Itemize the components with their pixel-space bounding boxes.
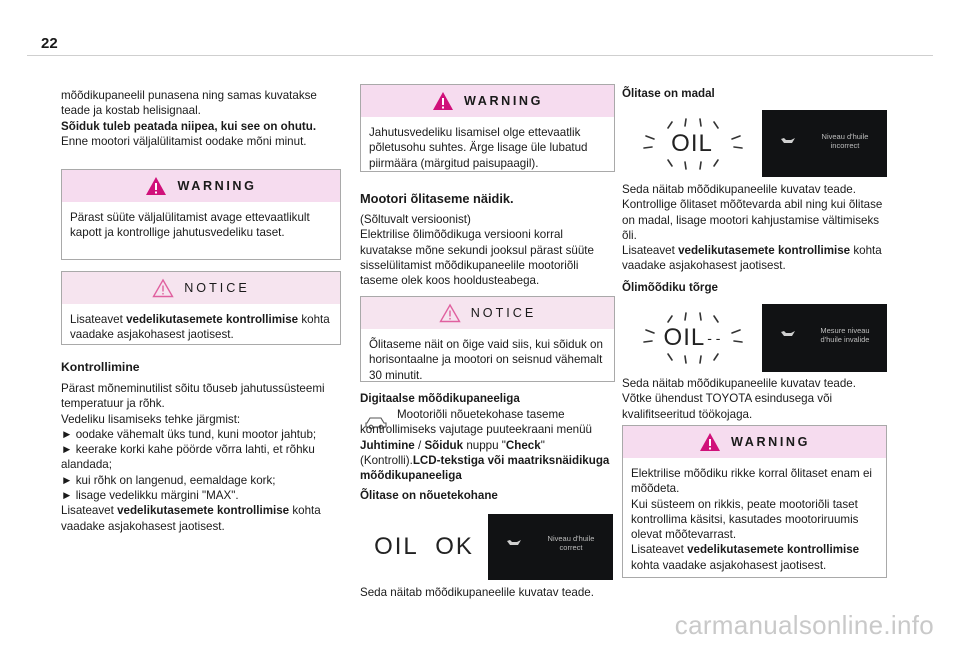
oil-low-description: Seda näitab mõõdikupaneelile kuvatav teade. Kontrollige õlitaset mõõtevarda abil ning kui õlitase on madal, lisage mootori kahjustamise vältimiseks õli. xyxy=(622,183,883,242)
bullet-arrow-icon: ► xyxy=(61,427,73,441)
oil-low-text: OIL xyxy=(671,129,713,157)
warning-header xyxy=(623,426,886,458)
section-heading-kontrollimine: Kontrollimine xyxy=(61,360,140,374)
oil-fault-display xyxy=(762,304,887,372)
menu-juhtimine: Juhtimine xyxy=(360,438,415,452)
kontroll-bullet xyxy=(61,488,346,503)
oil-fault-illustration xyxy=(622,304,887,372)
warning-title: WARNING xyxy=(730,435,811,449)
oil-ok-display xyxy=(488,514,613,580)
tail-link: vedelikutasemete kontrollimise xyxy=(678,244,851,258)
notice-text-link: vedelikutasemete kontrollimise xyxy=(126,313,299,326)
tail-post: kohta vaadake asjakohasest jaotisest. xyxy=(61,504,321,533)
notice-triangle-icon xyxy=(152,278,174,298)
digital-text-1: Mootoriõli nõuetekohase taseme kontrollimiseks vajutage puuteekraani menüü xyxy=(360,408,593,437)
notice-title: NOTICE xyxy=(184,281,250,295)
kontroll-p2: Vedeliku lisamiseks tehke järgmist: xyxy=(61,412,241,426)
oil-fault-description: Seda näitab mõõdikupaneelile kuvatav teade. Võtke ühendust TOYOTA esindusega või kvalifitseeritud töökojaga. xyxy=(622,377,856,421)
notice-header xyxy=(361,297,614,329)
intro-sentence: mõõdikupaneelil punasena ning samas kuvatakse teade ja kostab helisignaal. xyxy=(61,89,317,118)
oil-low-text-block xyxy=(622,182,887,274)
bullet-text: kui rõhk on langenud, eemaldage kork; xyxy=(75,473,276,487)
oil-low-tail xyxy=(622,243,887,274)
notice-title: NOTICE xyxy=(470,306,537,320)
bullet-arrow-icon: ► xyxy=(61,443,73,457)
section-heading-ok: Õlitase on nõuetekohane xyxy=(360,489,498,502)
kontroll-text xyxy=(61,381,346,534)
gauge-text: (Sõltuvalt versioonist) Elektrilise õlimõõdikuga versiooni korral kuvatakse mõne sekundi jooksul pärast süüte sisselülitamist mõõdikupaneelile mootoriõli taseme olek koos hooldusteabega. xyxy=(360,213,594,288)
warning-text: Elektrilise mõõdiku rikke korral õlitaset enam ei mõõdeta. Kui süsteem on rikkis, peate mootoriõli taset kontrollima käsitsi, kasutades mootoriruumis olevat mõõtevarrast. xyxy=(631,467,872,542)
kontroll-p1: Pärast mõneminutilist sõitu tõuseb jahutussüsteemi temperatuur ja rõhk. xyxy=(61,382,325,411)
notice-header xyxy=(62,272,340,304)
header-divider xyxy=(27,55,933,56)
section-heading-low: Õlitase on madal xyxy=(622,87,715,100)
oil-can-icon xyxy=(506,537,522,547)
button-check: Check xyxy=(505,438,541,452)
tail-pre: Lisateavet xyxy=(61,504,118,518)
kontroll-bullet xyxy=(61,427,346,442)
bullet-arrow-icon: ► xyxy=(61,473,73,487)
intro-bold: Sõiduk tuleb peatada niipea, kui see on ohutu. xyxy=(61,119,317,133)
notice-box-1 xyxy=(61,271,341,345)
warning-header xyxy=(62,170,340,202)
oil-can-icon xyxy=(780,328,796,338)
warning-title: WARNING xyxy=(177,179,257,193)
oil-low-display xyxy=(762,110,887,177)
tail-pre: Lisateavet xyxy=(631,543,688,557)
warning-body xyxy=(623,458,886,581)
oil-fault-dashes: - - xyxy=(707,330,721,346)
digital-text-2: nuppu " xyxy=(463,438,506,452)
oil-ok-text: OIL OK xyxy=(374,533,474,560)
tail-pre: Lisateavet xyxy=(622,244,679,258)
lcd-note: LCD-tekstiga või maatriksnäidikuga mõõdikupaneeliga xyxy=(360,453,610,483)
warning-triangle-icon xyxy=(145,176,167,196)
notice-text-pre: Lisateavet xyxy=(70,313,127,326)
oil-ok-lcd xyxy=(360,514,488,580)
page-number: 22 xyxy=(41,35,58,52)
bullet-text: lisage vedelikku märgini "MAX". xyxy=(75,489,239,503)
menu-soiduk: Sõiduk xyxy=(424,438,464,452)
intro-wait: Enne mootori väljalülitamist oodake mõni minut. xyxy=(61,134,307,148)
warning-title: WARNING xyxy=(463,94,544,108)
warning-text: Pärast süüte väljalülitamist avage ettevaatlikult kapott ja kontrollige jahutusvedeliku taset. xyxy=(70,211,310,240)
section-heading-digital: Digitaalse mõõdikupaneeliga xyxy=(360,392,520,405)
notice-box-2 xyxy=(360,296,615,382)
oil-ok-display-label: Niveau d'huile correct xyxy=(547,534,595,552)
bullet-text: keerake korki kahe pöörde võrra lahti, et rõhku alandada; xyxy=(61,443,315,472)
oil-ok-caption: Seda näitab mõõdikupaneelile kuvatav teade. xyxy=(360,586,594,599)
notice-text: Õlitaseme näit on õige vaid siis, kui sõiduk on horisontaalne ja mootori on seisnud vähemalt 30 minutit. xyxy=(369,338,603,382)
section-heading-gauge: Mootori õlitaseme näidik. xyxy=(360,191,514,206)
oil-low-lcd xyxy=(622,110,762,177)
notice-text-post: kohta vaadake asjakohasest jaotisest. xyxy=(70,313,330,342)
tail-link: vedelikutasemete kontrollimise xyxy=(687,543,860,557)
bullet-text: oodake vähemalt üks tund, kuni mootor jahtub; xyxy=(75,427,317,441)
oil-fault-lcd xyxy=(622,304,762,372)
tail-link: vedelikutasemete kontrollimise xyxy=(117,504,290,518)
warning-text: Jahutusvedeliku lisamisel olge ettevaatlik põletusohu suhtes. Ärge lisage üle lubatud piirmäära (märgitud paisupaagil). xyxy=(369,126,588,170)
warning-triangle-icon xyxy=(699,432,721,452)
warning-tail xyxy=(631,542,878,573)
kontroll-bullet xyxy=(61,473,346,488)
warning-box-2 xyxy=(360,84,615,172)
notice-triangle-icon xyxy=(439,303,461,323)
oil-can-icon xyxy=(780,135,796,145)
tail-post: kohta vaadake asjakohasest jaotisest. xyxy=(631,558,827,572)
warning-box-3 xyxy=(622,425,887,578)
notice-text xyxy=(62,304,340,351)
menu-sep: / xyxy=(414,438,425,452)
bullet-arrow-icon: ► xyxy=(61,489,73,503)
warning-header xyxy=(361,85,614,117)
oil-fault-text: OIL xyxy=(663,324,706,351)
digital-text-3: " (Kontrolli). xyxy=(360,438,545,467)
kontroll-bullet xyxy=(61,442,346,473)
tail-post: kohta vaadake asjakohasest jaotisest. xyxy=(622,244,882,273)
oil-low-display-label: Niveau d'huile incorrect xyxy=(821,132,869,150)
section-heading-fault: Õlimõõdiku tõrge xyxy=(622,281,718,294)
oil-fault-display-label: Mesure niveau d'huile invalide xyxy=(820,326,870,344)
kontroll-tail xyxy=(61,503,346,534)
warning-box-1 xyxy=(61,169,341,260)
warning-triangle-icon xyxy=(432,91,454,111)
site-watermark: carmanualsonline.info xyxy=(674,610,934,640)
oil-low-illustration xyxy=(622,110,887,177)
intro-text xyxy=(61,88,346,149)
oil-ok-illustration xyxy=(360,514,613,580)
digital-text xyxy=(360,407,618,483)
